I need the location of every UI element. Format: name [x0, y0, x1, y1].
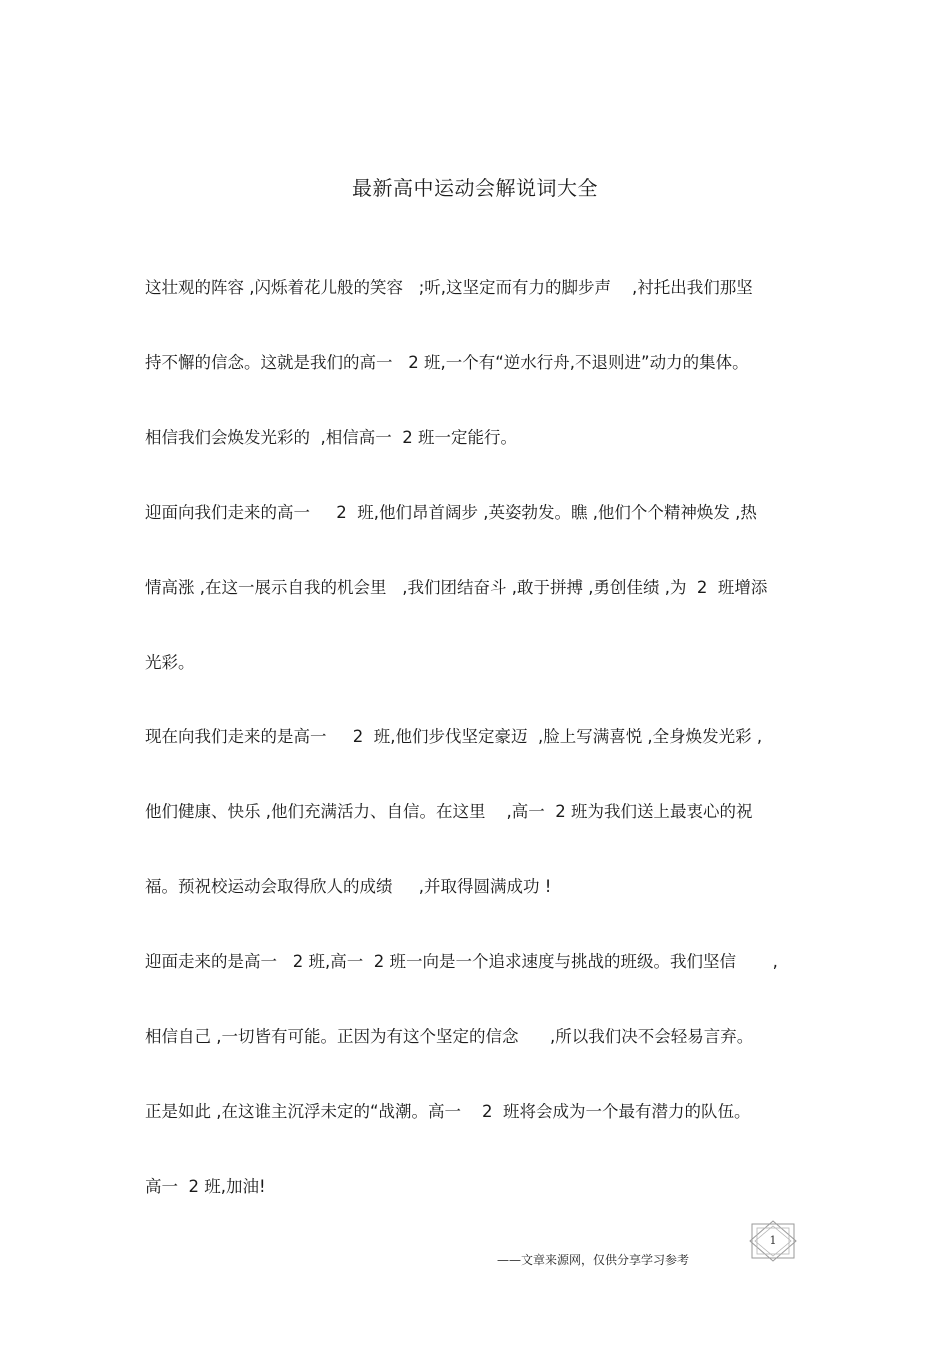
paragraph-line: 正是如此 ,在这谁主沉浮未定的“战潮。高一 2 班将会成为一个最有潜力的队伍。 — [145, 1102, 751, 1121]
paragraph-line: 情高涨 ,在这一展示自我的机会里 ,我们团结奋斗 ,敢于拼搏 ,勇创佳绩 ,为 2 班增添 — [145, 578, 768, 597]
paragraph-line: 迎面走来的是高一 2 班,高一 2 班一向是一个追求速度与挑战的班级。我们坚信 , — [145, 952, 778, 971]
paragraph-line: 光彩。 — [145, 653, 195, 672]
paragraph-line: 持不懈的信念。这就是我们的高一 2 班,一个有“逆水行舟,不退则进”动力的集体。 — [145, 353, 749, 372]
paragraph-line: 迎面向我们走来的高一 2 班,他们昂首阔步 ,英姿勃发。瞧 ,他们个个精神焕发 ,热 — [145, 503, 757, 522]
paragraph-line: 高一 2 班,加油! — [145, 1177, 266, 1196]
paragraph-line: 相信自己 ,一切皆有可能。正因为有这个坚定的信念 ,所以我们决不会轻易言弃。 — [145, 1027, 754, 1046]
paragraph-line: 这壮观的阵容 ,闪烁着花儿般的笑容 ;听,这坚定而有力的脚步声 ,衬托出我们那坚 — [145, 278, 753, 297]
paragraph-line: 相信我们会焕发光彩的 ,相信高一 2 班一定能行。 — [145, 428, 517, 447]
paragraph-line: 福。预祝校运动会取得欣人的成绩 ,并取得圆满成功 ! — [145, 877, 552, 896]
paragraph-line: 现在向我们走来的是高一 2 班,他们步伐坚定豪迈 ,脸上写满喜悦 ,全身焕发光彩 , — [145, 727, 763, 746]
page-number-badge — [748, 1220, 798, 1262]
footer-source-note: ——文章来源网，仅供分享学习参考 — [497, 1253, 690, 1267]
document-title: 最新高中运动会解说词大全 — [352, 176, 598, 200]
page-number: 1 — [769, 1234, 777, 1247]
paragraph-line: 他们健康、快乐 ,他们充满活力、自信。在这里 ,高一 2 班为我们送上最衷心的祝 — [145, 802, 753, 821]
